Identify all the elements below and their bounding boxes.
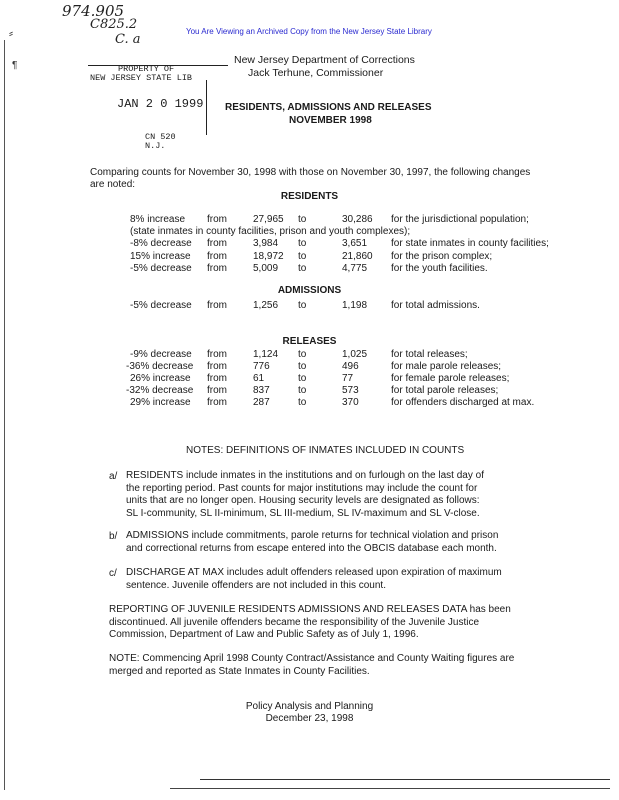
- table-row: -32% decrease from 837 to 573 for total parole releases;: [126, 385, 499, 396]
- section-releases: RELEASES: [282, 336, 337, 347]
- note-b-label: b/: [109, 531, 118, 542]
- note-c-text: DISCHARGE AT MAX includes adult offenders released upon expiration of maximum sentence. Juvenile offenders are not included in this count.: [126, 567, 502, 591]
- juvenile-reporting-text: REPORTING OF JUVENILE RESIDENTS ADMISSIONS AND RELEASES DATA has been discontinued. All juvenile offenders became the responsibility of the Juvenile Justice Commission, Department of Law and Public Safety as of July 1, 1996.: [109, 604, 511, 640]
- table-row: -9% decrease from 1,124 to 1,025 for total releases;: [130, 349, 468, 360]
- stamp-library-name: NEW JERSEY STATE LIB: [90, 73, 193, 83]
- scan-mark: ⸗: [9, 26, 13, 40]
- table-row: 29% increase from 287 to 370 for offenders discharged at max.: [130, 397, 535, 408]
- footer-office: Policy Analysis and Planning: [245, 701, 374, 712]
- footer-date: December 23, 1998: [265, 713, 354, 724]
- table-row: -5% decrease from 1,256 to 1,198 for total admissions.: [130, 300, 480, 311]
- table-row: -5% decrease from 5,009 to 4,775 for the youth facilities.: [130, 263, 488, 274]
- section-admissions: ADMISSIONS: [277, 285, 342, 296]
- scan-mark: ¶: [12, 60, 18, 71]
- scan-edge-line: [4, 40, 5, 790]
- call-number-handwritten: 974.905: [62, 2, 125, 20]
- stamp-border-right: [206, 80, 207, 135]
- section-residents: RESIDENTS: [280, 191, 339, 202]
- intro-text: Comparing counts for November 30, 1998 with those on November 30, 1997, the following changes: [90, 167, 531, 178]
- table-row: 26% increase from 61 to 77 for female parole releases;: [130, 373, 510, 384]
- table-row: 8% increase from 27,965 to 30,286 for the jurisdictional population;: [130, 214, 529, 225]
- table-row: 15% increase from 18,972 to 21,860 for the prison complex;: [130, 251, 493, 262]
- report-title: RESIDENTS, ADMISSIONS AND RELEASES: [225, 102, 432, 113]
- scan-bottom-line-2: [170, 788, 610, 789]
- intro-text-cont: are noted:: [90, 179, 136, 190]
- note-c-label: c/: [109, 568, 117, 579]
- call-number-handwritten-2: C825.2: [90, 17, 138, 32]
- note-a-text: RESIDENTS include inmates in the institutions and on furlough on the last day of the reporting period. Past counts for major institutions may include the count for units that are no longer open. Housing security levels are designated as follows: SL I-community, SL II-minimum, SL III-medium, SL IV-maximum and SL V-close.: [126, 470, 484, 519]
- table-row: -36% decrease from 776 to 496 for male parole releases;: [126, 361, 502, 372]
- report-period: NOVEMBER 1998: [289, 115, 372, 126]
- department-name: New Jersey Department of Corrections: [234, 54, 415, 66]
- notes-title: NOTES: DEFINITIONS OF INMATES INCLUDED IN COUNTS: [186, 445, 465, 456]
- note-b-text: ADMISSIONS include commitments, parole returns for technical violation and prison and correctional returns from escape entered into the OBCIS database each month.: [126, 530, 499, 554]
- archive-banner: You Are Viewing an Archived Copy from the New Jersey State Library: [186, 27, 432, 36]
- commissioner-name: Jack Terhune, Commissioner: [248, 67, 384, 79]
- note-a-label: a/: [109, 471, 118, 482]
- county-note-text: NOTE: Commencing April 1998 County Contract/Assistance and County Waiting figures are merged and reported as State Inmates in County Facilities.: [109, 653, 515, 677]
- table-row: -8% decrease from 3,984 to 3,651 for state inmates in county facilities;: [130, 238, 549, 249]
- stamp-date: JAN 2 0 1999: [117, 97, 204, 111]
- stamp-cn: CN 520: [145, 132, 176, 142]
- call-number-handwritten-3: C. a: [115, 32, 141, 47]
- stamp-nj: N.J.: [145, 141, 166, 151]
- stamp-property-of: PROPERTY OF: [118, 64, 175, 74]
- residents-note: (state inmates in county facilities, prison and youth complexes);: [130, 226, 411, 237]
- scan-bottom-line: [200, 779, 610, 780]
